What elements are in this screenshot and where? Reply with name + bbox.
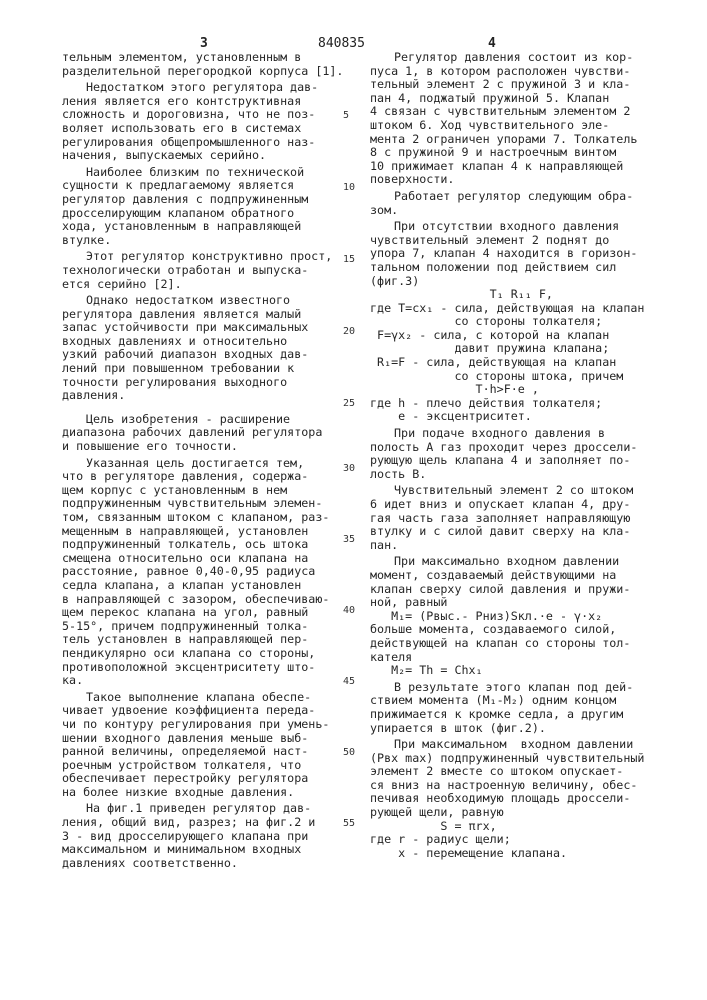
text-line: Работает регулятор следующим обра-	[370, 190, 670, 204]
text-line: ной, равный	[370, 596, 670, 610]
text-line: прижимается к кромке седла, а другим	[370, 708, 670, 722]
text-line: где h - плечо действия толкателя;	[370, 397, 670, 411]
text-line: 5-15°, причем подпружиненный толка-	[62, 620, 352, 634]
text-line: запас устойчивости при максимальных	[62, 321, 352, 335]
text-line: x - перемещение клапана.	[370, 847, 670, 861]
text-line: M₂= Th = Chx₁	[370, 664, 670, 678]
text-line: 4 связан с чувствительным элементом 2	[370, 105, 670, 119]
text-line: F=γx₂ - сила, с которой на клапан	[370, 329, 670, 343]
text-line: и повышение его точности.	[62, 440, 352, 454]
text-line: противоположной эксцентриситету што-	[62, 661, 352, 675]
text-line: При отсутствии входного давления	[370, 220, 670, 234]
text-line: При максимальном входном давлении	[370, 738, 670, 752]
paragraph	[62, 250, 352, 291]
text-line: Чувствительный элемент 2 со штоком	[370, 484, 670, 498]
text-line: S = πrx,	[370, 820, 670, 834]
text-line: Этот регулятор конструктивно прост,	[62, 250, 352, 264]
text-line: давлениях соответственно.	[62, 857, 352, 871]
paragraph	[370, 738, 670, 860]
text-line: ся вниз на настроенную величину, обес-	[370, 779, 670, 793]
text-line: воляет использовать его в системах	[62, 122, 352, 136]
text-line: щем перекос клапана на угол, равный	[62, 606, 352, 620]
page-number-left: 3	[200, 36, 208, 51]
line-number: 25	[343, 398, 355, 409]
text-line: на более низкие входные давления.	[62, 786, 352, 800]
text-line: входных давлениях и относительно	[62, 335, 352, 349]
text-line: седла клапана, а клапан установлен	[62, 579, 352, 593]
text-line: точности регулирования выходного	[62, 376, 352, 390]
text-line: Указанная цель достигается тем,	[62, 457, 352, 471]
text-line: пан.	[370, 539, 670, 553]
text-line: втулке.	[62, 234, 352, 248]
text-line: T·h>F·e ,	[370, 383, 670, 397]
text-line: начения, выпускаемых серийно.	[62, 149, 352, 163]
paragraph	[370, 555, 670, 677]
text-line: гая часть газа заполняет направляющую	[370, 512, 670, 526]
text-line: клапан сверху силой давления и пружи-	[370, 583, 670, 597]
text-line: поверхности.	[370, 173, 670, 187]
text-line: В результате этого клапан под дей-	[370, 681, 670, 695]
text-line: щем корпус с установленным в нем	[62, 484, 352, 498]
text-line: упирается в шток (фиг.2).	[370, 722, 670, 736]
text-line: тель установлен в направляющей пер-	[62, 633, 352, 647]
text-line: пендикулярно оси клапана со стороны,	[62, 647, 352, 661]
text-line: Недостатком этого регулятора дав-	[62, 81, 352, 95]
text-line: (фиг.3)	[370, 275, 670, 289]
paragraph	[370, 51, 670, 187]
text-line: узкий рабочий диапазон входных дав-	[62, 348, 352, 362]
text-line: где r - радиус щели;	[370, 833, 670, 847]
text-line: подпружиненный толкатель, ось штока	[62, 538, 352, 552]
paragraph	[62, 166, 352, 248]
text-line: R₁=F - сила, действующая на клапан	[370, 356, 670, 370]
text-line: разделительной перегородкой корпуса [1].	[62, 65, 352, 79]
text-line: ется серийно [2].	[62, 278, 352, 292]
paragraph	[62, 457, 352, 688]
text-line: больше момента, создаваемого силой,	[370, 623, 670, 637]
patent-number: 840835	[318, 36, 365, 51]
line-number: 55	[343, 818, 355, 829]
text-line: со стороны штока, причем	[370, 370, 670, 384]
text-line: рующую щель клапана 4 и заполняет по-	[370, 454, 670, 468]
text-line: Однако недостатком известного	[62, 294, 352, 308]
text-line: втулку и с силой давит сверху на кла-	[370, 525, 670, 539]
text-line: пан 4, поджатый пружиной 5. Клапан	[370, 92, 670, 106]
text-line: роечным устройством толкателя, что	[62, 759, 352, 773]
text-line: полость А газ проходит через дроссели-	[370, 441, 670, 455]
text-line: действующей на клапан со стороны тол-	[370, 637, 670, 651]
text-line: давит пружина клапана;	[370, 342, 670, 356]
text-line: 3 - вид дросселирующего клапана при	[62, 830, 352, 844]
text-line: пуса 1, в котором расположен чувстви-	[370, 65, 670, 79]
text-line: смещена относительно оси клапана на	[62, 552, 352, 566]
text-line: e - эксцентриситет.	[370, 410, 670, 424]
text-line: На фиг.1 приведен регулятор дав-	[62, 802, 352, 816]
text-line: ка.	[62, 674, 352, 688]
text-line: чивает удвоение коэффициента переда-	[62, 704, 352, 718]
line-number: 50	[343, 747, 355, 758]
text-line: момент, создаваемый действующими на	[370, 569, 670, 583]
text-line: ранной величины, определяемой наст-	[62, 745, 352, 759]
text-line: кателя	[370, 651, 670, 665]
text-line: элемент 2 вместе со штоком опускает-	[370, 765, 670, 779]
text-line: Наиболее близким по технической	[62, 166, 352, 180]
text-line: со стороны толкателя;	[370, 315, 670, 329]
text-line: мещенным в направляющей, установлен	[62, 525, 352, 539]
text-line: лений при повышенном требовании к	[62, 362, 352, 376]
text-line: в направляющей с зазором, обеспечиваю-	[62, 593, 352, 607]
text-line: 8 с пружиной 9 и настроечным винтом	[370, 146, 670, 160]
paragraph	[370, 484, 670, 552]
paragraph	[62, 294, 352, 403]
text-line: сложность и дороговизна, что не поз-	[62, 108, 352, 122]
text-line: тельным элементом, установленным в	[62, 51, 352, 65]
paragraph	[62, 413, 352, 454]
text-line: При максимально входном давлении	[370, 555, 670, 569]
right-text-column	[370, 51, 670, 863]
line-number: 10	[343, 182, 355, 193]
text-line: печивая необходимую площадь дроссели-	[370, 792, 670, 806]
paragraph	[62, 51, 352, 78]
text-line: сущности к предлагаемому является	[62, 179, 352, 193]
text-line: Регулятор давления состоит из кор-	[370, 51, 670, 65]
paragraph	[370, 681, 670, 735]
text-line: регулирования общепромышленного наз-	[62, 136, 352, 150]
left-text-column	[62, 51, 352, 873]
paragraph	[62, 802, 352, 870]
text-line: лость В.	[370, 468, 670, 482]
text-line: что в регуляторе давления, содержа-	[62, 470, 352, 484]
text-line: ления является его контструктивная	[62, 95, 352, 109]
line-number: 30	[343, 463, 355, 474]
text-line: хода, установленным в направляющей	[62, 220, 352, 234]
page-number-right: 4	[488, 36, 496, 51]
text-line: давления.	[62, 389, 352, 403]
text-line: технологически отработан и выпуска-	[62, 264, 352, 278]
text-line: диапазона рабочих давлений регулятора	[62, 426, 352, 440]
text-line: упора 7, клапан 4 находится в горизон-	[370, 247, 670, 261]
text-line: 6 идет вниз и опускает клапан 4, дру-	[370, 498, 670, 512]
text-line: тальном положении под действием сил	[370, 261, 670, 275]
line-number: 40	[343, 605, 355, 616]
line-number: 45	[343, 676, 355, 687]
text-line: чи по контуру регулирования при умень-	[62, 718, 352, 732]
paragraph	[370, 427, 670, 481]
text-line: том, связанным штоком с клапаном, раз-	[62, 511, 352, 525]
text-line: рующей щели, равную	[370, 806, 670, 820]
text-line: максимальном и минимальном входных	[62, 843, 352, 857]
text-line: зом.	[370, 204, 670, 218]
line-number: 35	[343, 534, 355, 545]
paragraph	[370, 190, 670, 217]
text-line: где T=cx₁ - сила, действующая на клапан	[370, 302, 670, 316]
text-line: 10 прижимает клапан 4 к направляющей	[370, 160, 670, 174]
paragraph	[62, 81, 352, 163]
text-line: шении входного давления меньше выб-	[62, 732, 352, 746]
text-line: M₁= (Pвыс.- Pниз)Sкл.·e - γ·x₂	[370, 610, 670, 624]
text-line: регулятора давления является малый	[62, 308, 352, 322]
text-line: Цель изобретения - расширение	[62, 413, 352, 427]
text-line: мента 2 ограничен упорами 7. Толкатель	[370, 133, 670, 147]
text-line: T₁ R₁₁ F,	[370, 288, 670, 302]
paragraph	[370, 220, 670, 424]
text-line: расстояние, равное 0,40-0,95 радиуса	[62, 565, 352, 579]
line-number: 20	[343, 326, 355, 337]
text-line: ствием момента (M₁-M₂) одним концом	[370, 694, 670, 708]
text-line: (Pвх max) подпружиненный чувствительный	[370, 752, 670, 766]
text-line: штоком 6. Ход чувствительного эле-	[370, 119, 670, 133]
text-line: ления, общий вид, разрез; на фиг.2 и	[62, 816, 352, 830]
text-line: регулятор давления с подпружиненным	[62, 193, 352, 207]
text-line: подпружиненным чувствительным элемен-	[62, 497, 352, 511]
text-line: дросселирующим клапаном обратного	[62, 207, 352, 221]
text-line: При подаче входного давления в	[370, 427, 670, 441]
line-number: 5	[343, 110, 349, 121]
text-line: чувствительный элемент 2 поднят до	[370, 234, 670, 248]
paragraph	[62, 691, 352, 800]
text-line: обеспечивает перестройку регулятора	[62, 772, 352, 786]
text-line: тельный элемент 2 с пружиной 3 и кла-	[370, 78, 670, 92]
text-line: Такое выполнение клапана обеспе-	[62, 691, 352, 705]
line-number: 15	[343, 254, 355, 265]
